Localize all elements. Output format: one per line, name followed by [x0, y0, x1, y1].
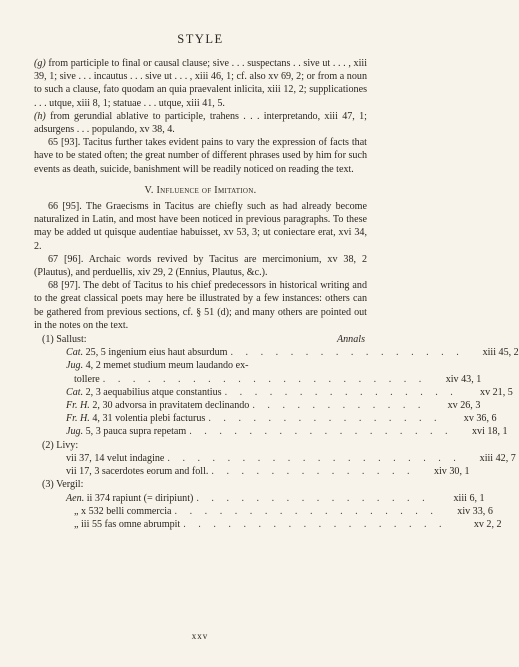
annals-reference: xiv 33, 6 — [457, 505, 493, 517]
clause-marker: (h) — [34, 110, 46, 122]
citation-text: 5, 3 pauca supra repetam — [83, 426, 187, 438]
paragraph-65 — [34, 136, 367, 176]
annals-reference: xv 36, 6 — [463, 413, 497, 425]
annals-reference: xv 26, 3 — [447, 400, 481, 412]
citation-text: 2, 3 aequabilius atque constantius — [83, 386, 222, 398]
citation-row: Cat. 2, 3 aequabilius atque constantius . . . . . . . . . . . . . . . . xv 21, 5 — [66, 386, 513, 398]
annals-reference: xiv 30, 1 — [433, 466, 470, 478]
citation-text: 4, 2 memet studium meum laudando ex- — [83, 360, 249, 372]
annals-reference: xiv 43, 1 — [445, 373, 482, 385]
work-title: Fr. H. — [66, 400, 90, 412]
citation-row: Jug. 5, 3 pauca supra repetam . . . . . . . . . . . . . . . . . . xvi 18, 1 — [66, 426, 508, 438]
section-heading — [34, 184, 367, 197]
work-title: Aen. — [66, 492, 85, 504]
citation-text: 2, 30 advorsa in pravitatem declinando — [89, 400, 250, 412]
running-head: STYLE — [177, 32, 224, 46]
paragraph-text: from participle to final or causal clause; sive . . . suspectans . . sive ut . . . , xiii 39, 1; sive . . . incautus . . . sive ut . . . , xiii 46, 1; cf. also xv 69, 2; or from a noun to such a clause, fato quodam an quia praevalent inlicita, xiii 12, 2; supplicationes . . . utque, xiii 8, 1; statuae . . . utque, xiii 41, 5. — [34, 58, 367, 109]
citation-row — [34, 359, 367, 372]
section-number: 65 [93]. — [48, 137, 81, 149]
citation-list — [34, 333, 519, 531]
section-number: 67 [96]. — [48, 253, 84, 265]
page-number: xxv — [191, 631, 209, 641]
citation-text: ii 374 rapiunt (= diripiunt) — [84, 492, 194, 504]
citation-row: vii 17, 3 sacerdotes eorum and foll. . . . . . . . . . . . . . . xiv 30, 1 — [66, 466, 470, 478]
author-heading-livy — [34, 439, 367, 452]
paragraph-text: Tacitus further takes evident pains to vary the expression of facts that have to be stated often; the great number of different phrases used by him for such events as death, suicide, banishment will be readily noticed on reading the text. — [34, 137, 367, 175]
work-title: Cat. — [66, 347, 84, 359]
paragraph-68 — [34, 279, 367, 332]
citation-row: Fr. H. 4, 31 volentia plebi facturus . . . . . . . . . . . . . . . . xv 36, 6 — [66, 413, 497, 425]
citation-row: vii 37, 14 velut indagine . . . . . . . . . . . . . . . . . . . . xiii 42, 7 — [66, 452, 516, 464]
clause-marker: (g) — [34, 58, 46, 69]
citation-row: „ x 532 belli commercia . . . . . . . . . . . . . . . . . . xiv 33, 6 — [34, 505, 367, 518]
work-title: Jug. — [66, 426, 84, 438]
citation-text: vii 37, 14 velut indagine — [66, 452, 165, 464]
citation-row: Cat. 25, 5 ingenium eius haut absurdum . . . . . . . . . . . . . . . . xiii 45, 2 — [66, 347, 519, 359]
paragraph-g — [34, 57, 367, 110]
citation-text: vii 17, 3 sacerdotes eorum and foll. — [66, 466, 209, 478]
annals-reference: xv 2, 2 — [473, 518, 502, 530]
paragraph-text: The debt of Tacitus to his chief predecessors in historical writing and to the great classical poets may here be illustrated by a few instances: others can be gathered from previous sections, cf. § 51 (d); and many others are pointed out in the notes on the text. — [34, 280, 367, 331]
author-label: (2) Livy: — [42, 439, 79, 451]
annals-reference: xiii 42, 7 — [479, 452, 516, 464]
section-number: 68 [97]. — [48, 280, 81, 292]
author-label: (1) Sallust: — [42, 334, 87, 346]
paragraph-text: Archaic words revived by Tacitus are mercimonium, xv 38, 2 (Plautus), and perduellis, xiv 29, 2 (Ennius, Plautus, &c.). — [34, 253, 367, 279]
section-title: Influence of Imitation. — [156, 184, 257, 196]
paragraph-h — [34, 110, 367, 136]
section-numeral: V. — [144, 184, 154, 196]
work-title: Fr. H. — [66, 413, 90, 425]
citation-row: „ iii 55 fas omne abrumpit . . . . . . . . . . . . . . . . . . xv 2, 2 — [34, 518, 367, 531]
author-label: (3) Vergil: — [42, 479, 84, 491]
author-heading-sallust — [34, 333, 367, 346]
work-title: Cat. — [66, 386, 84, 398]
annals-reference: xv 21, 5 — [480, 386, 513, 398]
citation-row-continued: tollere . . . . . . . . . . . . . . . . . . . . . . xiv 43, 1 — [34, 373, 367, 386]
paragraph-66 — [34, 200, 367, 253]
paragraph-67 — [34, 253, 367, 279]
work-title: Jug. — [66, 360, 84, 372]
citation-row: Fr. H. 2, 30 advorsa in pravitatem declinando . . . . . . . . . . . . xv 26, 3 — [66, 400, 481, 412]
citation-row: Aen. ii 374 rapiunt (= diripiunt) . . . . . . . . . . . . . . . . xiii 6, 1 — [66, 492, 485, 504]
citation-text: 4, 31 volentia plebi facturus — [89, 413, 206, 425]
author-heading-vergil — [34, 478, 367, 491]
section-number: 66 [95]. — [48, 201, 82, 213]
paragraph-text: The Graecisms in Tacitus are chiefly such as had already become naturalized in Latin, and most have been noticed in previous paragraphs. To these may be added ut quisque audentiae habuisset, xv 53, 3; ut coniectare erat, xvi 34, 2. — [34, 201, 367, 252]
column-label-annals: Annals — [336, 334, 365, 346]
annals-reference: xiii 45, 2 — [482, 347, 519, 359]
annals-reference: xiii 6, 1 — [453, 492, 485, 504]
paragraph-text: from gerundial ablative to participle, trahens . . . interpretando, xiii 47, 1; adsurgens . . . populando, xv 38, 4. — [34, 110, 367, 136]
citation-text: „ iii 55 fas omne abrumpit — [74, 518, 181, 530]
annals-reference: xvi 18, 1 — [471, 426, 508, 438]
citation-text: „ x 532 belli commercia — [74, 505, 172, 517]
citation-text-continued: tollere — [74, 373, 100, 385]
citation-text: 25, 5 ingenium eius haut absurdum — [83, 347, 228, 359]
